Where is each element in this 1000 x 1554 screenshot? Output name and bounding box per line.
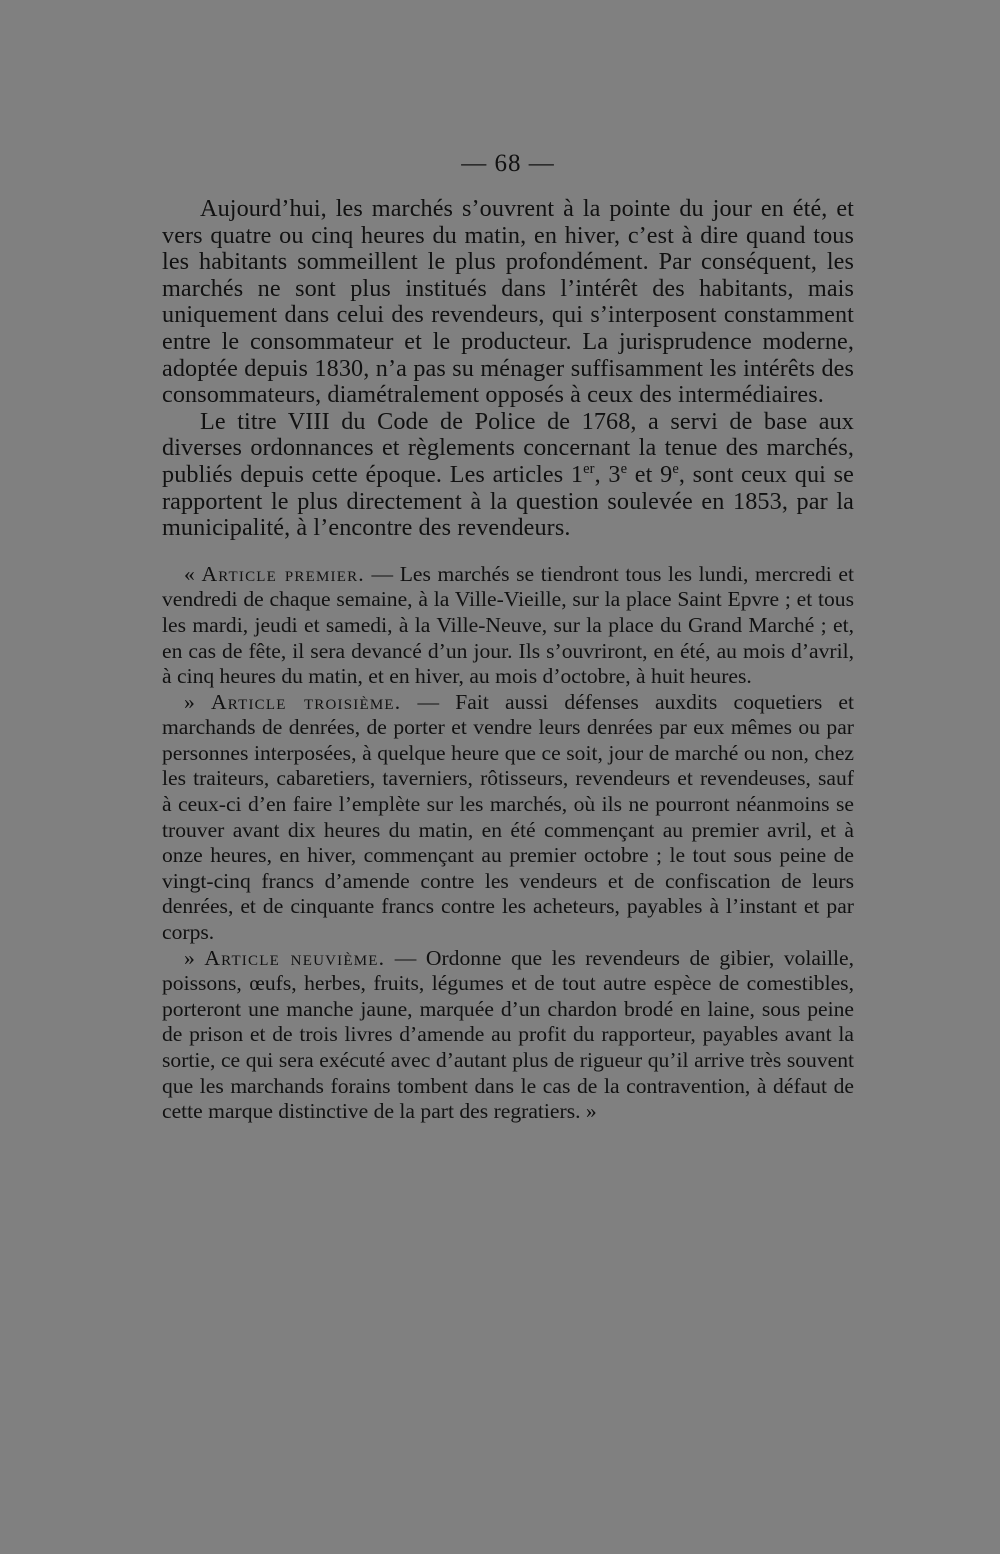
- article-heading: Article neuvième.: [204, 945, 386, 970]
- text-segment: Le titre VIII du Code de Police de 1768, a servi de base aux diverses ordonnances et règlements concernant la tenue des marchés, publiés depuis cette époque. Les articles 1: [162, 407, 854, 488]
- paragraph-markets-opening: Aujourd’hui, les marchés s’ouvrent à la pointe du jour en été, et vers quatre ou cinq heures du matin, en hiver, c’est à dire quand tous les habitants sommeillent le plus profondément. Par conséquent, les marchés ne sont plus institués dans l’intérêt des habitants, mais uniquement dans celui des revendeurs, qui s’interposent constamment entre le consommateur et le producteur. La jurisprudence moderne, adoptée depuis 1830, n’a pas su ménager suffisamment les intérêts des consommateurs, diamétralement opposés à ceux des intermédiaires.: [162, 195, 854, 409]
- article-third: [162, 690, 854, 946]
- quote-mark: «: [184, 561, 202, 586]
- quote-mark: »: [184, 945, 205, 970]
- text-segment: et 9: [627, 460, 673, 488]
- article-text: — Les marchés se tiendront tous les lundi, mercredi et vendredi de chaque semaine, à la Ville-Vieille, sur la place Saint Epvre ; et tous les mardi, jeudi et samedi, à la Ville-Neuve, sur la place du Grand Marché ; et, en cas de fête, il sera devancé d’un jour. Ils s’ouvriront, en été, au mois d’avril, à cinq heures du matin, et en hiver, au mois d’octobre, à huit heures.: [162, 561, 854, 689]
- article-heading: Article troisième.: [210, 689, 402, 714]
- superscript: e: [620, 460, 628, 477]
- superscript: er: [583, 460, 595, 477]
- quote-mark: »: [184, 689, 211, 714]
- article-text: — Fait aussi défenses auxdits coquetiers et marchands de denrées, de porter et vendre leurs denrées par eux mêmes ou par personnes interposées, à quelque heure que ce soit, jour de marché ou non, chez les traiteurs, cabaretiers, taverniers, rôtisseurs, revendeurs et revendeuses, sauf à ceux-ci d’en faire l’emplète sur les marchés, où ils ne pourront néanmoins se trouver avant dix heures du matin, en été commençant au premier avril, et à onze heures, en hiver, commençant au premier octobre ; le tout sous peine de vingt-cinq francs d’amende contre les vendeurs et de confiscation de leurs denrées, et de cinquante francs contre les acheteurs, payables à l’instant et par corps.: [162, 689, 854, 945]
- article-heading: Article premier.: [201, 561, 365, 586]
- article-ninth: [162, 946, 854, 1125]
- superscript: e: [672, 460, 679, 477]
- book-page: [162, 150, 854, 1125]
- text-segment: , sont ceux qui se rapportent le plus directement à la question soulevée en 1853, par la municipalité, à l’encontre des revendeurs.: [162, 460, 854, 542]
- quoted-articles: [162, 562, 854, 1125]
- text-segment: , 3: [594, 460, 621, 488]
- paragraph-police-code: [162, 409, 854, 542]
- article-text: — Ordonne que les revendeurs de gibier, volaille, poissons, œufs, herbes, fruits, légumes et de tout autre espèce de comestibles, porteront une manche jaune, marquée d’un chardon brodé en laine, sous peine de prison et de trois livres d’amende au profit du rapporteur, payables avant la sortie, ce qui sera exécuté avec d’autant plus de rigueur qu’il arrive très souvent que les marchands forains tombent dans le cas de la contravention, à défaut de cette marque distinctive de la part des regratiers. »: [162, 945, 854, 1124]
- article-first: [162, 562, 854, 690]
- page-number: — 68 —: [461, 150, 555, 177]
